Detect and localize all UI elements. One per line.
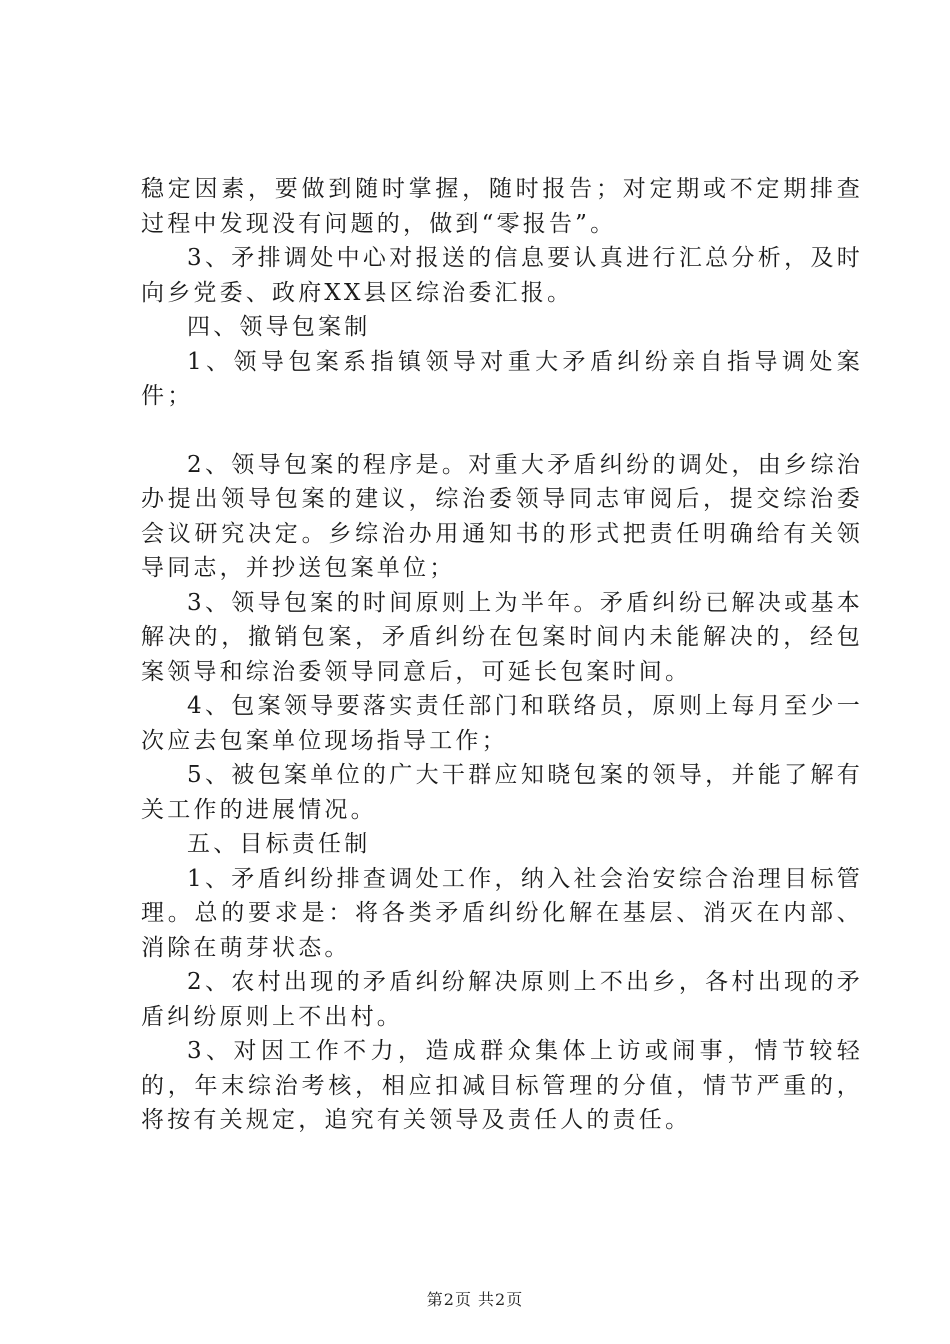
paragraph-item: 3、对因工作不力，造成群众集体上访或闹事，情节较轻的，年末综治考核，相应扣减目标管理的分值，情节严重的，将按有关规定，追究有关领导及责任人的责任。: [141, 1038, 863, 1133]
paragraph-item: 3、矛排调处中心对报送的信息要认真进行汇总分析，及时向乡党委、政府XX县区综治委汇报。: [141, 245, 863, 306]
paragraph-item: 1、领导包案系指镇领导对重大矛盾纠纷亲自指导调处案件；: [141, 348, 863, 409]
paragraph-item: 2、领导包案的程序是。对重大矛盾纠纷的调处，由乡综治办提出领导包案的建议，综治委领导同志审阅后，提交综治委会议研究决定。乡综治办用通知书的形式把责任明确给有关领导同志，并抄送包案单位；: [141, 451, 863, 581]
paragraph-item: 4、包案领导要落实责任部门和联络员，原则上每月至少一次应去包案单位现场指导工作；: [141, 693, 863, 754]
section-heading: 五、目标责任制: [187, 831, 371, 857]
page-number: 第2页 共2页: [426, 1290, 524, 1309]
paragraph-item: 3、领导包案的时间原则上为半年。矛盾纠纷已解决或基本解决的，撤销包案，矛盾纠纷在包案时间内未能解决的，经包案领导和综治委领导同意后，可延长包案时间。: [141, 589, 863, 685]
paragraph-item: 2、农村出现的矛盾纠纷解决原则上不出乡，各村出现的矛盾纠纷原则上不出村。: [141, 969, 863, 1030]
paragraph-item: 1、矛盾纠纷排查调处工作，纳入社会治安综合治理目标管理。总的要求是：将各类矛盾纠纷化解在基层、消灭在内部、消除在萌芽状态。: [141, 865, 863, 961]
paragraph-continuation: 稳定因素，要做到随时掌握，随时报告；对定期或不定期排查过程中发现没有问题的，做到“零报告”。: [141, 176, 863, 237]
section-heading: 四、领导包案制: [187, 314, 371, 340]
paragraph-item: 5、被包案单位的广大干群应知晓包案的领导，并能了解有关工作的进展情况。: [141, 762, 863, 823]
document-body: [141, 172, 863, 1138]
